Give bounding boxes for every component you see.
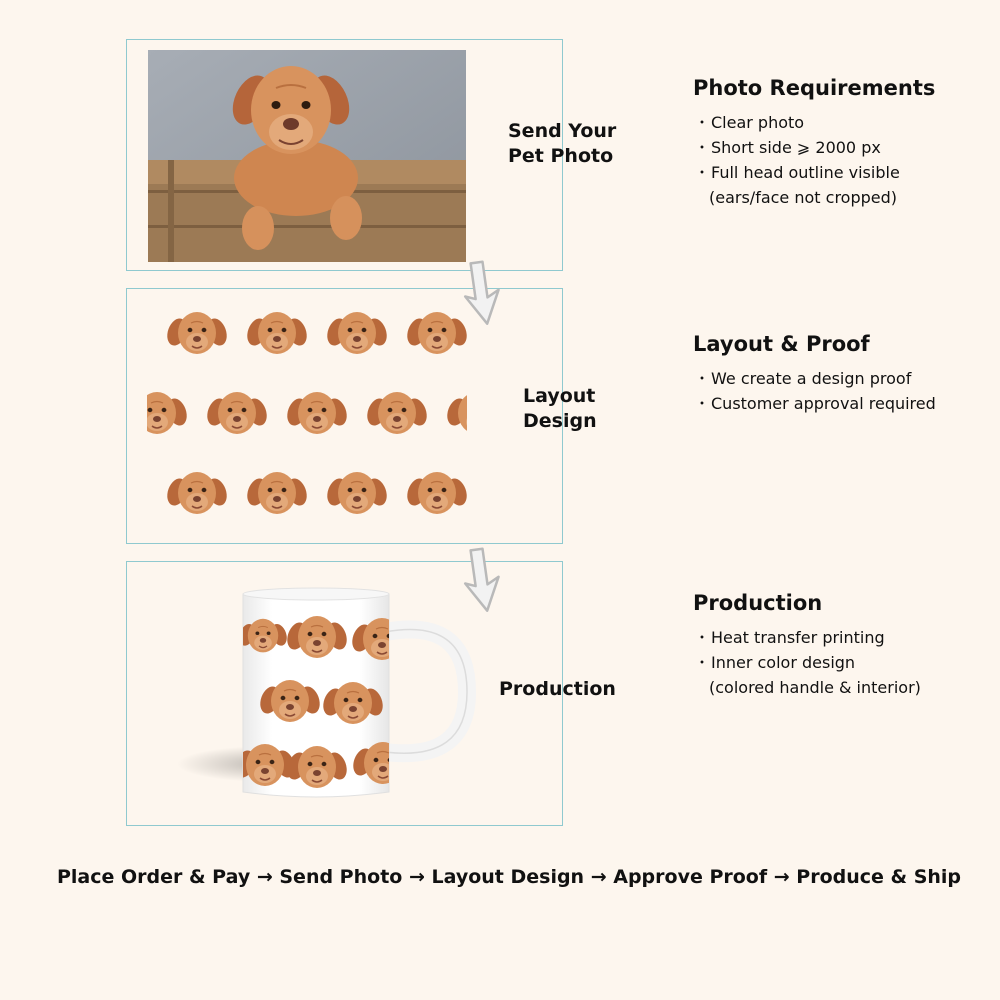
list-item: ・Heat transfer printing: [693, 628, 885, 647]
photo-requirements: [693, 74, 993, 210]
layout-list: [693, 366, 993, 416]
list-item: (ears/face not cropped): [709, 188, 898, 207]
pet-photo-image: [148, 50, 466, 262]
section-title: Layout & Proof: [693, 332, 870, 356]
list-item: (colored handle & interior): [709, 678, 921, 697]
dog-face: [324, 472, 390, 514]
down-arrow-icon: [455, 258, 511, 330]
step-label-layout-design: Layout Design: [523, 385, 597, 432]
list-item: ・Clear photo: [693, 113, 805, 132]
dog-face: [204, 392, 270, 434]
layout-proof-info: [693, 330, 993, 416]
section-title: Photo Requirements: [693, 76, 936, 100]
dog-face: [244, 312, 310, 354]
down-arrow-icon: [455, 545, 511, 617]
list-item: ・Customer approval required: [693, 394, 936, 413]
production-list: [693, 625, 993, 700]
dog-face: [164, 472, 230, 514]
production-info: [693, 589, 993, 700]
requirements-list: [693, 110, 993, 210]
dog-face: [284, 392, 350, 434]
dog-face: [404, 472, 470, 514]
dog-face: [324, 312, 390, 354]
order-flow-text: Place Order & Pay → Send Photo → Layout Design → Approve Proof → Produce & Ship: [56, 866, 962, 888]
dog-face: [164, 312, 230, 354]
step-label-send-photo: Send Your Pet Photo: [508, 120, 617, 167]
dog-face: [244, 472, 310, 514]
list-item: ・Short side ⩾ 2000 px: [693, 138, 881, 157]
dog-face: [444, 392, 510, 434]
step-label-production: Production: [499, 678, 616, 700]
dog-face: [127, 392, 190, 434]
dog-face: [364, 392, 430, 434]
section-title: Production: [693, 591, 823, 615]
list-item: ・Full head outline visible: [693, 163, 900, 182]
list-item: ・We create a design proof: [693, 369, 912, 388]
pet-photo-panel: [126, 39, 563, 271]
list-item: ・Inner color design: [693, 653, 856, 672]
